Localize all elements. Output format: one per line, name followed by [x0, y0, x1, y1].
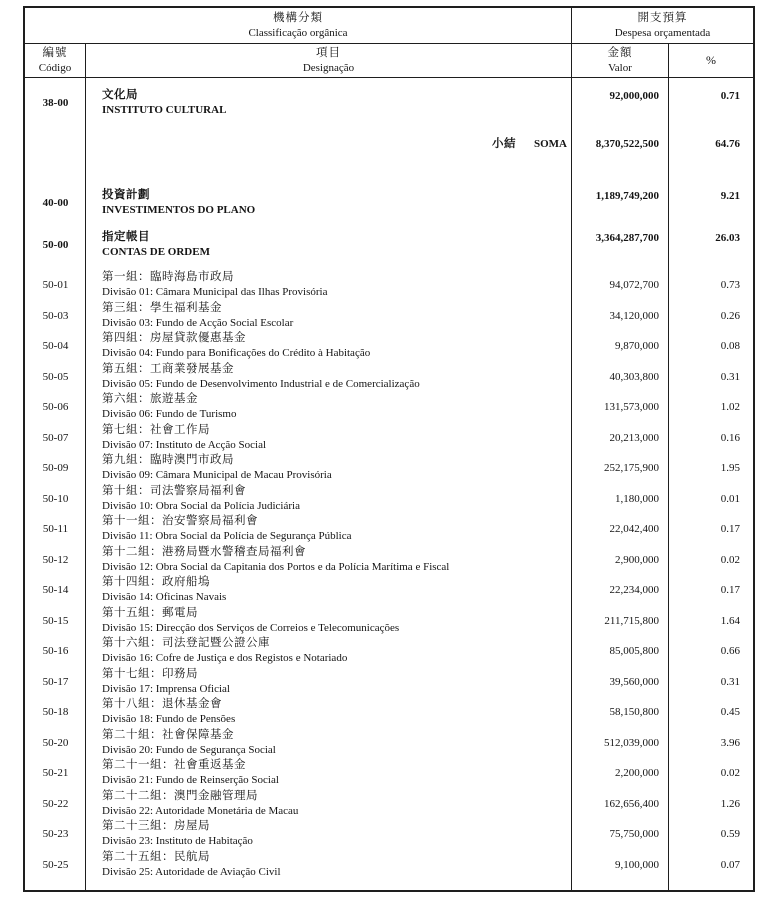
designation-pt: Divisão 15: Direcção dos Serviços de Correios e Telecomunicações — [102, 621, 400, 634]
designation-zh: 第九組：臨時澳門市政局 — [102, 454, 234, 467]
row-amount: 9,100,000 — [615, 858, 659, 871]
table-body — [25, 78, 753, 890]
row-designation — [86, 697, 572, 728]
designation-zh: 第四組：房屋貸款優惠基金 — [102, 332, 246, 345]
designation-pt: Divisão 25: Autoridade de Aviação Civil — [102, 865, 281, 878]
row-amount: 20,213,000 — [609, 431, 659, 444]
table-header-groups — [25, 8, 753, 44]
designation-pt: Divisão 14: Oficinas Navais — [102, 591, 227, 604]
row-designation — [86, 331, 572, 362]
table-row — [25, 545, 753, 576]
row-designation — [86, 728, 572, 759]
header-amount-zh: 金額 — [607, 46, 633, 59]
row-code: 40-00 — [42, 197, 69, 209]
row-designation — [86, 230, 572, 260]
designation-zh: 第十四組：政府船塢 — [102, 576, 210, 589]
designation-zh: 第二十三組：房屋局 — [102, 820, 210, 833]
table-row — [25, 728, 753, 759]
designation-pt: Divisão 16: Cofre de Justiça e dos Registos e Notariado — [102, 652, 348, 665]
table-row — [25, 453, 753, 484]
designation-pt: Divisão 06: Fundo de Turismo — [102, 408, 237, 421]
table-row — [25, 270, 753, 301]
header-code-zh: 編號 — [42, 46, 68, 59]
designation-zh: 第二十五組：民航局 — [102, 850, 210, 863]
row-code: 50-18 — [42, 706, 69, 719]
designation-pt: Divisão 10: Obra Social da Polícia Judiciária — [102, 499, 300, 512]
row-code: 50-15 — [42, 614, 69, 627]
header-item-zh: 項目 — [316, 46, 341, 59]
table-row — [25, 667, 753, 698]
header-amount-pt: Valor — [608, 61, 632, 74]
designation-pt: Divisão 07: Instituto de Acção Social — [102, 438, 267, 451]
row-designation — [86, 545, 572, 576]
table-row — [25, 362, 753, 393]
designation-pt: CONTAS DE ORDEM — [102, 246, 210, 258]
row-percent: 0.71 — [720, 90, 740, 102]
designation-zh: 第二十一組：社會重返基金 — [102, 759, 246, 772]
row-percent: 1.64 — [720, 614, 740, 627]
table-row — [25, 188, 753, 218]
row-percent: 0.01 — [720, 492, 740, 505]
row-amount: 75,750,000 — [609, 828, 659, 841]
table-row — [25, 606, 753, 637]
header-percent-label: % — [706, 53, 716, 67]
table-row — [25, 789, 753, 820]
row-amount: 22,234,000 — [609, 584, 659, 597]
designation-pt: Divisão 20: Fundo de Segurança Social — [102, 743, 276, 756]
row-code: 50-20 — [42, 736, 69, 749]
designation-zh: 小結 — [492, 137, 516, 150]
row-percent: 0.02 — [720, 553, 740, 566]
row-amount: 94,072,700 — [609, 279, 659, 292]
designation-zh: 文化局 — [102, 89, 138, 101]
row-amount: 8,370,522,500 — [595, 138, 659, 150]
row-percent: 0.66 — [720, 645, 740, 658]
row-code — [25, 136, 86, 152]
header-budget-pt: Despesa orçamentada — [614, 26, 711, 39]
header-amount-column — [572, 44, 669, 77]
row-amount: 162,656,400 — [604, 797, 659, 810]
row-amount: 85,005,800 — [609, 645, 659, 658]
table-header-columns — [25, 44, 753, 78]
row-code: 50-23 — [42, 828, 69, 841]
row-code: 50-06 — [42, 401, 69, 414]
designation-zh: 第二十組：社會保障基金 — [102, 728, 234, 741]
header-budget-expense — [572, 8, 753, 43]
table-row — [25, 758, 753, 789]
table-row — [25, 136, 753, 152]
header-budget-zh: 開支預算 — [637, 11, 688, 24]
row-percent: 0.31 — [720, 675, 740, 688]
header-designation-column — [86, 44, 572, 77]
row-amount: 39,560,000 — [609, 675, 659, 688]
row-code: 50-22 — [42, 797, 69, 810]
table-row — [25, 423, 753, 454]
row-code: 50-12 — [42, 553, 69, 566]
row-percent: 64.76 — [715, 138, 740, 150]
table-row — [25, 514, 753, 545]
row-designation — [86, 392, 572, 423]
row-code: 50-01 — [42, 279, 69, 292]
designation-pt: SOMA — [534, 137, 567, 150]
row-designation — [86, 88, 572, 118]
row-designation — [86, 453, 572, 484]
row-percent: 1.02 — [720, 401, 740, 414]
row-code: 50-11 — [42, 523, 69, 536]
designation-pt: Divisão 04: Fundo para Bonificações do Crédito à Habitação — [102, 347, 371, 360]
row-designation — [86, 636, 572, 667]
table-row — [25, 819, 753, 850]
header-org-pt: Classificação orgânica — [248, 26, 348, 39]
row-code: 50-09 — [42, 462, 69, 475]
table-row — [25, 331, 753, 362]
designation-zh: 第十組：司法警察局福利會 — [102, 484, 246, 497]
row-amount: 3,364,287,700 — [595, 232, 659, 244]
row-amount: 211,715,800 — [604, 614, 659, 627]
row-code: 50-03 — [42, 309, 69, 322]
row-subtotal-label — [86, 136, 572, 152]
row-designation — [86, 423, 572, 454]
row-amount: 92,000,000 — [609, 90, 659, 102]
table-row — [25, 484, 753, 515]
designation-zh: 投資計劃 — [102, 189, 150, 201]
row-designation — [86, 758, 572, 789]
row-amount: 40,303,800 — [609, 370, 659, 383]
row-designation — [86, 606, 572, 637]
row-amount: 9,870,000 — [615, 340, 659, 353]
row-code: 50-05 — [42, 370, 69, 383]
row-percent: 0.08 — [720, 340, 740, 353]
row-amount: 1,189,749,200 — [595, 190, 659, 202]
row-code: 50-17 — [42, 675, 69, 688]
row-percent: 0.07 — [720, 858, 740, 871]
row-designation — [86, 484, 572, 515]
row-amount: 58,150,800 — [609, 706, 659, 719]
row-designation — [86, 850, 572, 881]
designation-zh: 第十七組：印務局 — [102, 667, 198, 680]
row-code: 50-25 — [42, 858, 69, 871]
designation-pt: Divisão 11: Obra Social da Polícia de Segurança Pública — [102, 530, 352, 543]
row-amount: 34,120,000 — [609, 309, 659, 322]
designation-zh: 第一組：臨時海島市政局 — [102, 271, 234, 284]
designation-zh: 第十六組：司法登記暨公證公庫 — [102, 637, 270, 650]
row-designation — [86, 270, 572, 301]
row-percent: 26.03 — [715, 232, 740, 244]
row-designation — [86, 514, 572, 545]
row-percent: 1.95 — [720, 462, 740, 475]
header-code-pt: Código — [38, 61, 72, 74]
table-row — [25, 850, 753, 881]
designation-pt: Divisão 01: Câmara Municipal das Ilhas Provisória — [102, 286, 328, 299]
designation-pt: Divisão 12: Obra Social da Capitania dos Portos e da Polícia Marítima e Fiscal — [102, 560, 450, 573]
header-org-classification — [25, 8, 572, 43]
row-code: 50-16 — [42, 645, 69, 658]
row-percent: 0.02 — [720, 767, 740, 780]
table-row — [25, 392, 753, 423]
row-percent: 0.17 — [720, 584, 740, 597]
designation-pt: Divisão 22: Autoridade Monetária de Macau — [102, 804, 299, 817]
row-percent: 3.96 — [720, 736, 740, 749]
designation-pt: INVESTIMENTOS DO PLANO — [102, 204, 256, 216]
row-code: 50-07 — [42, 431, 69, 444]
designation-pt: INSTITUTO CULTURAL — [102, 104, 227, 116]
designation-zh: 第六組：旅遊基金 — [102, 393, 198, 406]
row-code: 50-00 — [42, 239, 69, 251]
designation-zh: 第二十二組：澳門金融管理局 — [102, 789, 258, 802]
row-percent: 0.73 — [720, 279, 740, 292]
designation-zh: 第三組：學生福利基金 — [102, 301, 222, 314]
designation-zh: 第十二組：港務局暨水警稽查局福利會 — [102, 545, 306, 558]
row-amount: 2,900,000 — [615, 553, 659, 566]
row-designation — [86, 188, 572, 218]
designation-pt: Divisão 03: Fundo de Acção Social Escolar — [102, 316, 294, 329]
column-divider — [571, 78, 572, 890]
row-designation — [86, 819, 572, 850]
designation-zh: 第十五組：郵電局 — [102, 606, 198, 619]
designation-zh: 第七組：社會工作局 — [102, 423, 210, 436]
designation-zh: 第五組：工商業發展基金 — [102, 362, 234, 375]
table-row — [25, 697, 753, 728]
row-percent: 0.16 — [720, 431, 740, 444]
row-designation — [86, 575, 572, 606]
designation-pt: Divisão 23: Instituto de Habitação — [102, 835, 253, 848]
row-percent: 9.21 — [720, 190, 740, 202]
row-code: 50-04 — [42, 340, 69, 353]
designation-zh: 第十八組：退休基金會 — [102, 698, 222, 711]
table-row — [25, 88, 753, 118]
budget-table — [23, 6, 755, 892]
designation-pt: Divisão 21: Fundo de Reinserção Social — [102, 774, 279, 787]
row-percent: 1.26 — [720, 797, 740, 810]
row-code: 50-10 — [42, 492, 69, 505]
designation-pt: Divisão 17: Imprensa Oficial — [102, 682, 230, 695]
row-designation — [86, 301, 572, 332]
row-code: 50-21 — [42, 767, 69, 780]
row-percent: 0.26 — [720, 309, 740, 322]
table-row — [25, 636, 753, 667]
designation-pt: Divisão 05: Fundo de Desenvolvimento Industrial e de Comercialização — [102, 377, 420, 390]
designation-zh: 指定帳目 — [102, 231, 150, 243]
table-row — [25, 301, 753, 332]
column-divider — [85, 78, 86, 890]
row-amount: 22,042,400 — [609, 523, 659, 536]
header-percent-column — [669, 44, 753, 77]
table-row — [25, 230, 753, 260]
row-amount: 252,175,900 — [604, 462, 659, 475]
row-amount: 512,039,000 — [604, 736, 659, 749]
row-amount: 1,180,000 — [615, 492, 659, 505]
row-amount: 131,573,000 — [604, 401, 659, 414]
row-designation — [86, 362, 572, 393]
row-percent: 0.17 — [720, 523, 740, 536]
row-percent: 0.31 — [720, 370, 740, 383]
row-code: 50-14 — [42, 584, 69, 597]
header-org-zh: 機構分類 — [273, 11, 323, 24]
row-amount: 2,200,000 — [615, 767, 659, 780]
designation-pt: Divisão 18: Fundo de Pensões — [102, 713, 236, 726]
designation-pt: Divisão 09: Câmara Municipal de Macau Provisória — [102, 469, 332, 482]
row-percent: 0.45 — [720, 706, 740, 719]
row-code: 38-00 — [42, 97, 69, 109]
row-designation — [86, 667, 572, 698]
row-designation — [86, 789, 572, 820]
designation-zh: 第十一組：治安警察局福利會 — [102, 515, 258, 528]
header-item-pt: Designação — [302, 61, 355, 74]
header-code-column — [25, 44, 86, 77]
column-divider — [668, 78, 669, 890]
table-row — [25, 575, 753, 606]
row-percent: 0.59 — [720, 828, 740, 841]
